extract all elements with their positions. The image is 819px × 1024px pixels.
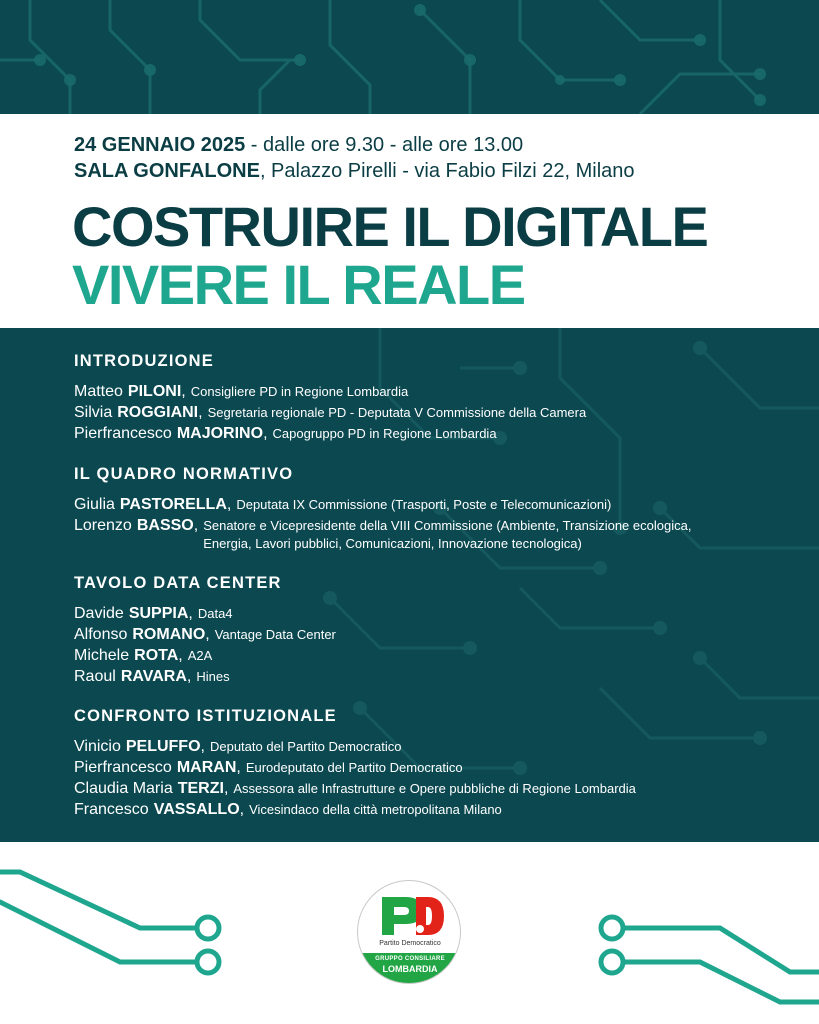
event-venue: SALA GONFALONE — [74, 160, 260, 182]
speaker-role: Deputata IX Commissione (Trasporti, Poste e Telecomunicazioni) — [236, 497, 612, 512]
speaker-row: Pierfrancesco MAJORINO , Capogruppo PD in Regione Lombardia — [74, 425, 497, 442]
speaker-row: Silvia ROGGIANI , Segretaria regionale PD - Deputata V Commissione della Camera — [74, 404, 587, 421]
speaker-first-name: Matteo — [74, 383, 123, 400]
speaker-row: Matteo PILONI , Consigliere PD in Regione Lombardia — [74, 383, 409, 400]
speaker-last-name: MARAN — [176, 759, 237, 776]
speaker-first-name: Pierfrancesco — [74, 425, 172, 442]
speaker-first-name: Claudia Maria — [74, 780, 173, 797]
speaker-row: Alfonso ROMANO , Vantage Data Center — [74, 626, 336, 643]
main-subtitle: VIVERE IL REALE — [72, 253, 525, 316]
event-date-line — [74, 134, 523, 157]
speaker-first-name: Francesco — [74, 801, 149, 818]
speaker-last-name: MAJORINO — [176, 425, 264, 442]
speaker-role: Segretaria regionale PD - Deputata V Commissione della Camera — [207, 405, 587, 420]
event-time: - dalle ore 9.30 - alle ore 13.00 — [245, 134, 524, 156]
speaker-last-name: ROMANO — [132, 626, 206, 643]
speaker-first-name: Vinicio — [74, 738, 121, 755]
speaker-role: Eurodeputato del Partito Democratico — [245, 760, 463, 775]
pd-logo-group: GRUPPO CONSILIARE — [375, 956, 445, 962]
speaker-last-name: PASTORELLA — [119, 496, 227, 513]
speaker-last-name: ROTA — [134, 647, 179, 664]
speaker-row: Vinicio PELUFFO , Deputato del Partito Democratico — [74, 738, 402, 755]
header-band — [0, 0, 819, 114]
pd-logo-banner — [358, 953, 461, 984]
event-address: , Palazzo Pirelli - via Fabio Filzi 22, Milano — [259, 160, 635, 182]
speaker-first-name: Michele — [74, 647, 130, 664]
section-quadro-normativo — [74, 465, 713, 553]
pd-logo — [357, 880, 461, 984]
pd-mark-icon — [376, 893, 446, 937]
speaker-first-name: Lorenzo — [74, 517, 132, 534]
speaker-last-name: TERZI — [177, 780, 224, 797]
speaker-row: Davide SUPPIA , Data4 — [74, 605, 233, 622]
speaker-last-name: RAVARA — [120, 668, 187, 685]
speaker-first-name: Davide — [74, 605, 124, 622]
speaker-last-name: VASSALLO — [153, 801, 240, 818]
section-introduzione — [74, 352, 586, 444]
speaker-row: Claudia Maria TERZI , Assessora alle Infrastrutture e Opere pubbliche di Regione Lombardia — [74, 780, 636, 797]
section-confronto-istituzionale — [74, 707, 636, 820]
circuit-pattern-top — [0, 0, 819, 114]
speaker-role: Capogruppo PD in Regione Lombardia — [272, 426, 497, 441]
speaker-row: Raoul RAVARA , Hines — [74, 668, 230, 685]
main-title: COSTRUIRE IL DIGITALE — [72, 195, 708, 258]
pd-logo-region: LOMBARDIA — [382, 964, 438, 974]
speaker-role: Data4 — [197, 606, 233, 621]
speaker-role: Vicesindaco della città metropolitana Milano — [249, 802, 502, 817]
pd-logo-subtitle: Partito Democratico — [379, 940, 441, 947]
section-title: TAVOLO DATA CENTER — [74, 574, 282, 592]
speaker-first-name: Giulia — [74, 496, 115, 513]
speaker-role: Vantage Data Center — [214, 627, 336, 642]
section-tavolo-data-center — [74, 574, 336, 687]
speaker-first-name: Silvia — [74, 404, 113, 421]
speaker-last-name: SUPPIA — [128, 605, 189, 622]
speaker-role: Consigliere PD in Regione Lombardia — [190, 384, 409, 399]
speaker-last-name: BASSO — [136, 517, 194, 534]
speaker-last-name: ROGGIANI — [117, 404, 199, 421]
speaker-row: Lorenzo BASSO , Senatore e Vicepresidente della VIII Commissione (Ambiente, Transizione ecologica, Energia, Lavori pubblici, Comunicazioni, Innovazione tecnologica) — [74, 515, 713, 553]
section-title: INTRODUZIONE — [74, 352, 214, 370]
speaker-row: Michele ROTA , A2A — [74, 647, 213, 664]
speaker-first-name: Raoul — [74, 668, 116, 685]
speaker-role: Hines — [196, 669, 230, 684]
speaker-first-name: Pierfrancesco — [74, 759, 172, 776]
speaker-first-name: Alfonso — [74, 626, 128, 643]
event-date: 24 GENNAIO 2025 — [74, 134, 246, 156]
event-venue-line — [74, 160, 635, 183]
speaker-role: Assessora alle Infrastrutture e Opere pubbliche di Regione Lombardia — [233, 781, 636, 796]
speaker-role: A2A — [187, 648, 213, 663]
speaker-row: Francesco VASSALLO , Vicesindaco della città metropolitana Milano — [74, 801, 502, 818]
section-title: CONFRONTO ISTITUZIONALE — [74, 707, 337, 725]
speaker-last-name: PILONI — [127, 383, 182, 400]
speaker-row: Giulia PASTORELLA , Deputata IX Commissione (Trasporti, Poste e Telecomunicazioni) — [74, 496, 612, 513]
speaker-role: Senatore e Vicepresidente della VIII Commissione (Ambiente, Transizione ecologica, Energia, Lavori pubblici, Comunicazioni, Innovazione tecnologica) — [203, 518, 692, 551]
speaker-role: Deputato del Partito Democratico — [209, 739, 402, 754]
section-title: IL QUADRO NORMATIVO — [74, 465, 294, 483]
speaker-last-name: PELUFFO — [125, 738, 201, 755]
speaker-row: Pierfrancesco MARAN , Eurodeputato del Partito Democratico — [74, 759, 463, 776]
